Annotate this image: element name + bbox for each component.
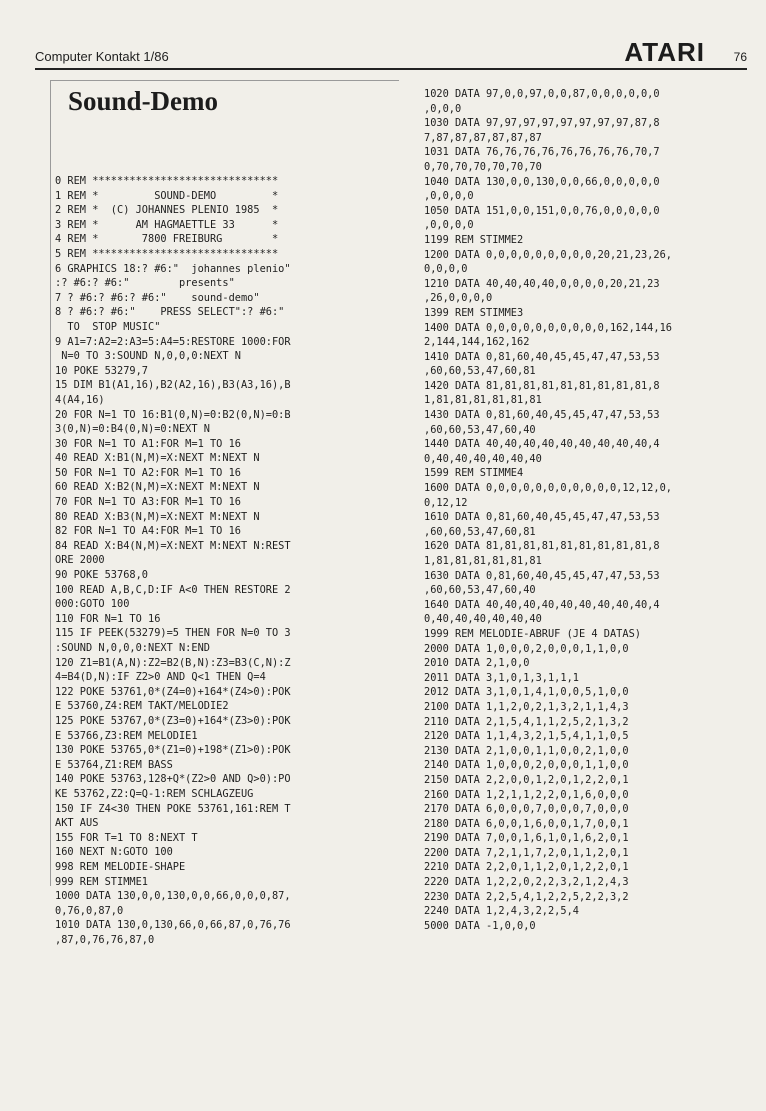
code-line: ,60,60,53,47,60,40 xyxy=(424,423,536,436)
code-line: 999 REM STIMME1 xyxy=(55,875,148,888)
code-line: 2000 DATA 1,0,0,0,2,0,0,0,1,1,0,0 xyxy=(424,642,629,655)
code-line: ,60,60,53,47,60,40 xyxy=(424,584,536,597)
code-line: 5000 DATA -1,0,0,0 xyxy=(424,919,536,932)
code-line: 2140 DATA 1,0,0,0,2,0,0,0,1,1,0,0 xyxy=(424,759,629,772)
code-line: 1610 DATA 0,81,60,40,45,45,47,47,53,53 xyxy=(424,511,660,524)
code-line: ,87,0,76,76,87,0 xyxy=(55,933,155,946)
code-line: 1050 DATA 151,0,0,151,0,0,76,0,0,0,0,0 xyxy=(424,204,660,217)
code-line: 4 REM * 7800 FREIBURG * xyxy=(55,233,279,246)
code-line: E 53760,Z4:REM TAKT/MELODIE2 xyxy=(55,700,229,713)
code-line: 2160 DATA 1,2,1,1,2,2,0,1,6,0,0,0 xyxy=(424,788,629,801)
code-line: 2,144,144,162,162 xyxy=(424,336,530,349)
code-line: N=0 TO 3:SOUND N,0,0,0:NEXT N xyxy=(55,350,241,363)
code-line: 82 FOR N=1 TO A4:FOR M=1 TO 16 xyxy=(55,525,241,538)
code-line: 150 IF Z4<30 THEN POKE 53761,161:REM T xyxy=(55,802,291,815)
code-line: 2010 DATA 2,1,0,0 xyxy=(424,657,530,670)
code-line: E 53766,Z3:REM MELODIE1 xyxy=(55,729,198,742)
code-line: 0,40,40,40,40,40,40 xyxy=(424,452,542,465)
code-line: 2150 DATA 2,2,0,0,1,2,0,1,2,2,0,1 xyxy=(424,773,629,786)
code-line: 6 GRAPHICS 18:? #6:" johannes plenio" xyxy=(55,262,291,275)
article-title: Sound-Demo xyxy=(68,86,219,116)
code-line: 0 REM ****************************** xyxy=(55,175,279,187)
page-header xyxy=(35,37,747,70)
code-line: 000:GOTO 100 xyxy=(55,598,130,611)
code-line: 115 IF PEEK(53279)=5 THEN FOR N=0 TO 3 xyxy=(55,627,291,640)
code-line: 2200 DATA 7,2,1,1,7,2,0,1,1,2,0,1 xyxy=(424,846,629,859)
code-line: E 53764,Z1:REM BASS xyxy=(55,758,173,771)
code-line: 50 FOR N=1 TO A2:FOR M=1 TO 16 xyxy=(55,466,241,479)
code-line: 130 POKE 53765,0*(Z1=0)+198*(Z1>0):POK xyxy=(55,744,291,757)
code-line: 1620 DATA 81,81,81,81,81,81,81,81,81,8 xyxy=(424,540,660,553)
code-line: 0,70,70,70,70,70,70 xyxy=(424,160,542,173)
code-line: 2220 DATA 1,2,2,0,2,2,3,2,1,2,4,3 xyxy=(424,876,629,889)
code-line: 1400 DATA 0,0,0,0,0,0,0,0,0,0,162,144,16 xyxy=(424,321,672,334)
code-line: 40 READ X:B1(N,M)=X:NEXT M:NEXT N xyxy=(55,452,260,465)
code-line: 80 READ X:B3(N,M)=X:NEXT M:NEXT N xyxy=(55,510,260,523)
code-line: 1,81,81,81,81,81,81 xyxy=(424,555,542,567)
code-line: 998 REM MELODIE-SHAPE xyxy=(55,860,186,873)
code-line: 1 REM * SOUND-DEMO * xyxy=(55,189,279,202)
code-line: 0,0,0,0 xyxy=(424,263,468,276)
code-line: ,60,60,53,47,60,81 xyxy=(424,365,536,378)
code-line: 1199 REM STIMME2 xyxy=(424,233,524,246)
code-line: 2 REM * (C) JOHANNES PLENIO 1985 * xyxy=(55,204,279,217)
code-line: 0,76,0,87,0 xyxy=(55,904,124,917)
code-line: 1410 DATA 0,81,60,40,45,45,47,47,53,53 xyxy=(424,350,660,363)
code-line: ,0,0,0,0 xyxy=(424,219,474,232)
code-line: 20 FOR N=1 TO 16:B1(0,N)=0:B2(0,N)=0:B xyxy=(55,408,291,421)
code-line: 2170 DATA 6,0,0,0,7,0,0,0,7,0,0,0 xyxy=(424,803,629,816)
code-line: 125 POKE 53767,0*(Z3=0)+164*(Z3>0):POK xyxy=(55,714,291,727)
code-line: 1630 DATA 0,81,60,40,45,45,47,47,53,53 xyxy=(424,569,660,582)
code-line: 1020 DATA 97,0,0,97,0,0,87,0,0,0,0,0,0 xyxy=(424,88,660,100)
code-line: 30 FOR N=1 TO A1:FOR M=1 TO 16 xyxy=(55,437,241,450)
code-line: ORE 2000 xyxy=(55,554,105,567)
code-line: 1040 DATA 130,0,0,130,0,0,66,0,0,0,0,0 xyxy=(424,175,660,188)
code-line: 8 ? #6:? #6:" PRESS SELECT":? #6:" xyxy=(55,306,285,319)
listing-right-column xyxy=(424,87,672,933)
code-line: 2180 DATA 6,0,0,1,6,0,0,1,7,0,0,1 xyxy=(424,817,629,830)
magazine-issue: Computer Kontakt 1/86 xyxy=(35,49,169,64)
code-line: 1000 DATA 130,0,0,130,0,0,66,0,0,0,87, xyxy=(55,890,291,903)
code-line: 2011 DATA 3,1,0,1,3,1,1,1 xyxy=(424,671,579,684)
code-line: 90 POKE 53768,0 xyxy=(55,569,148,582)
code-line: 155 FOR T=1 TO 8:NEXT T xyxy=(55,831,198,844)
code-line: ,0,0,0,0 xyxy=(424,190,474,203)
code-line: ,26,0,0,0,0 xyxy=(424,292,493,305)
code-line: 1010 DATA 130,0,130,66,0,66,87,0,76,76 xyxy=(55,919,291,932)
code-line: 15 DIM B1(A1,16),B2(A2,16),B3(A3,16),B xyxy=(55,379,291,392)
code-line: 4=B4(D,N):IF Z2>0 AND Q<1 THEN Q=4 xyxy=(55,671,266,684)
code-line: 1420 DATA 81,81,81,81,81,81,81,81,81,8 xyxy=(424,379,660,392)
code-line: 1599 REM STIMME4 xyxy=(424,467,524,480)
code-line: 2230 DATA 2,2,5,4,1,2,2,5,2,2,3,2 xyxy=(424,890,629,903)
code-line: 110 FOR N=1 TO 16 xyxy=(55,612,161,625)
code-line: 120 Z1=B1(A,N):Z2=B2(B,N):Z3=B3(C,N):Z xyxy=(55,656,291,669)
code-line: 2240 DATA 1,2,4,3,2,2,5,4 xyxy=(424,905,579,918)
code-line: 4(A4,16) xyxy=(55,393,105,406)
code-line: KE 53762,Z2:Q=Q-1:REM SCHLAGZEUG xyxy=(55,787,254,800)
code-line: 0,12,12 xyxy=(424,496,468,509)
code-line: 100 READ A,B,C,D:IF A<0 THEN RESTORE 2 xyxy=(55,583,291,596)
code-line: 3 REM * AM HAGMAETTLE 33 * xyxy=(55,218,279,231)
code-line: 1210 DATA 40,40,40,40,0,0,0,0,20,21,23 xyxy=(424,277,660,290)
code-line: 1999 REM MELODIE-ABRUF (JE 4 DATAS) xyxy=(424,627,641,640)
code-line: 1600 DATA 0,0,0,0,0,0,0,0,0,0,0,12,12,0, xyxy=(424,482,672,495)
code-line: 70 FOR N=1 TO A3:FOR M=1 TO 16 xyxy=(55,496,241,509)
code-line: 2130 DATA 2,1,0,0,1,1,0,0,2,1,0,0 xyxy=(424,744,629,757)
code-line: 60 READ X:B2(N,M)=X:NEXT M:NEXT N xyxy=(55,481,260,494)
code-line: 1640 DATA 40,40,40,40,40,40,40,40,40,4 xyxy=(424,598,660,611)
code-line: 1030 DATA 97,97,97,97,97,97,97,97,87,8 xyxy=(424,117,660,130)
page-number: 76 xyxy=(733,50,747,64)
code-line: ,0,0,0 xyxy=(424,102,462,115)
code-line: 2120 DATA 1,1,4,3,2,1,5,4,1,1,0,5 xyxy=(424,730,629,743)
code-line: 0,40,40,40,40,40,40 xyxy=(424,613,542,626)
listing-left-column xyxy=(55,174,291,947)
code-line: 2110 DATA 2,1,5,4,1,1,2,5,2,1,3,2 xyxy=(424,715,629,728)
code-line: 3(0,N)=0:B4(0,N)=0:NEXT N xyxy=(55,423,210,436)
code-line: 140 POKE 53763,128+Q*(Z2>0 AND Q>0):PO xyxy=(55,773,291,786)
code-line: 1430 DATA 0,81,60,40,45,45,47,47,53,53 xyxy=(424,409,660,422)
code-line: 5 REM ****************************** xyxy=(55,247,279,260)
code-line: 7,87,87,87,87,87,87 xyxy=(424,131,542,144)
code-line: 10 POKE 53279,7 xyxy=(55,364,148,377)
code-line: 2100 DATA 1,1,2,0,2,1,3,2,1,1,4,3 xyxy=(424,700,629,713)
code-line: 9 A1=7:A2=2:A3=5:A4=5:RESTORE 1000:FOR xyxy=(55,335,291,348)
code-line: 7 ? #6:? #6:? #6:" sound-demo" xyxy=(55,291,260,304)
code-line: 1200 DATA 0,0,0,0,0,0,0,0,0,20,21,23,26, xyxy=(424,248,672,261)
code-line: :? #6:? #6:" presents" xyxy=(55,277,235,290)
code-line: ,60,60,53,47,60,81 xyxy=(424,525,536,538)
code-line: 2210 DATA 2,2,0,1,1,2,0,1,2,2,0,1 xyxy=(424,861,629,874)
code-line: 1,81,81,81,81,81,81 xyxy=(424,394,542,407)
code-line: AKT AUS xyxy=(55,817,99,830)
code-line: 1031 DATA 76,76,76,76,76,76,76,76,70,7 xyxy=(424,146,660,159)
section-brand: ATARI xyxy=(624,37,705,67)
code-line: :SOUND N,0,0,0:NEXT N:END xyxy=(55,642,210,654)
code-line: 1440 DATA 40,40,40,40,40,40,40,40,40,4 xyxy=(424,438,660,451)
code-line: 84 READ X:B4(N,M)=X:NEXT M:NEXT N:REST xyxy=(55,539,291,552)
code-line: 160 NEXT N:GOTO 100 xyxy=(55,846,173,859)
code-line: 2012 DATA 3,1,0,1,4,1,0,0,5,1,0,0 xyxy=(424,686,629,699)
code-line: 2190 DATA 7,0,0,1,6,1,0,1,6,2,0,1 xyxy=(424,832,629,845)
code-line: TO STOP MUSIC" xyxy=(55,320,161,333)
code-line: 1399 REM STIMME3 xyxy=(424,306,524,319)
code-line: 122 POKE 53761,0*(Z4=0)+164*(Z4>0):POK xyxy=(55,685,291,698)
